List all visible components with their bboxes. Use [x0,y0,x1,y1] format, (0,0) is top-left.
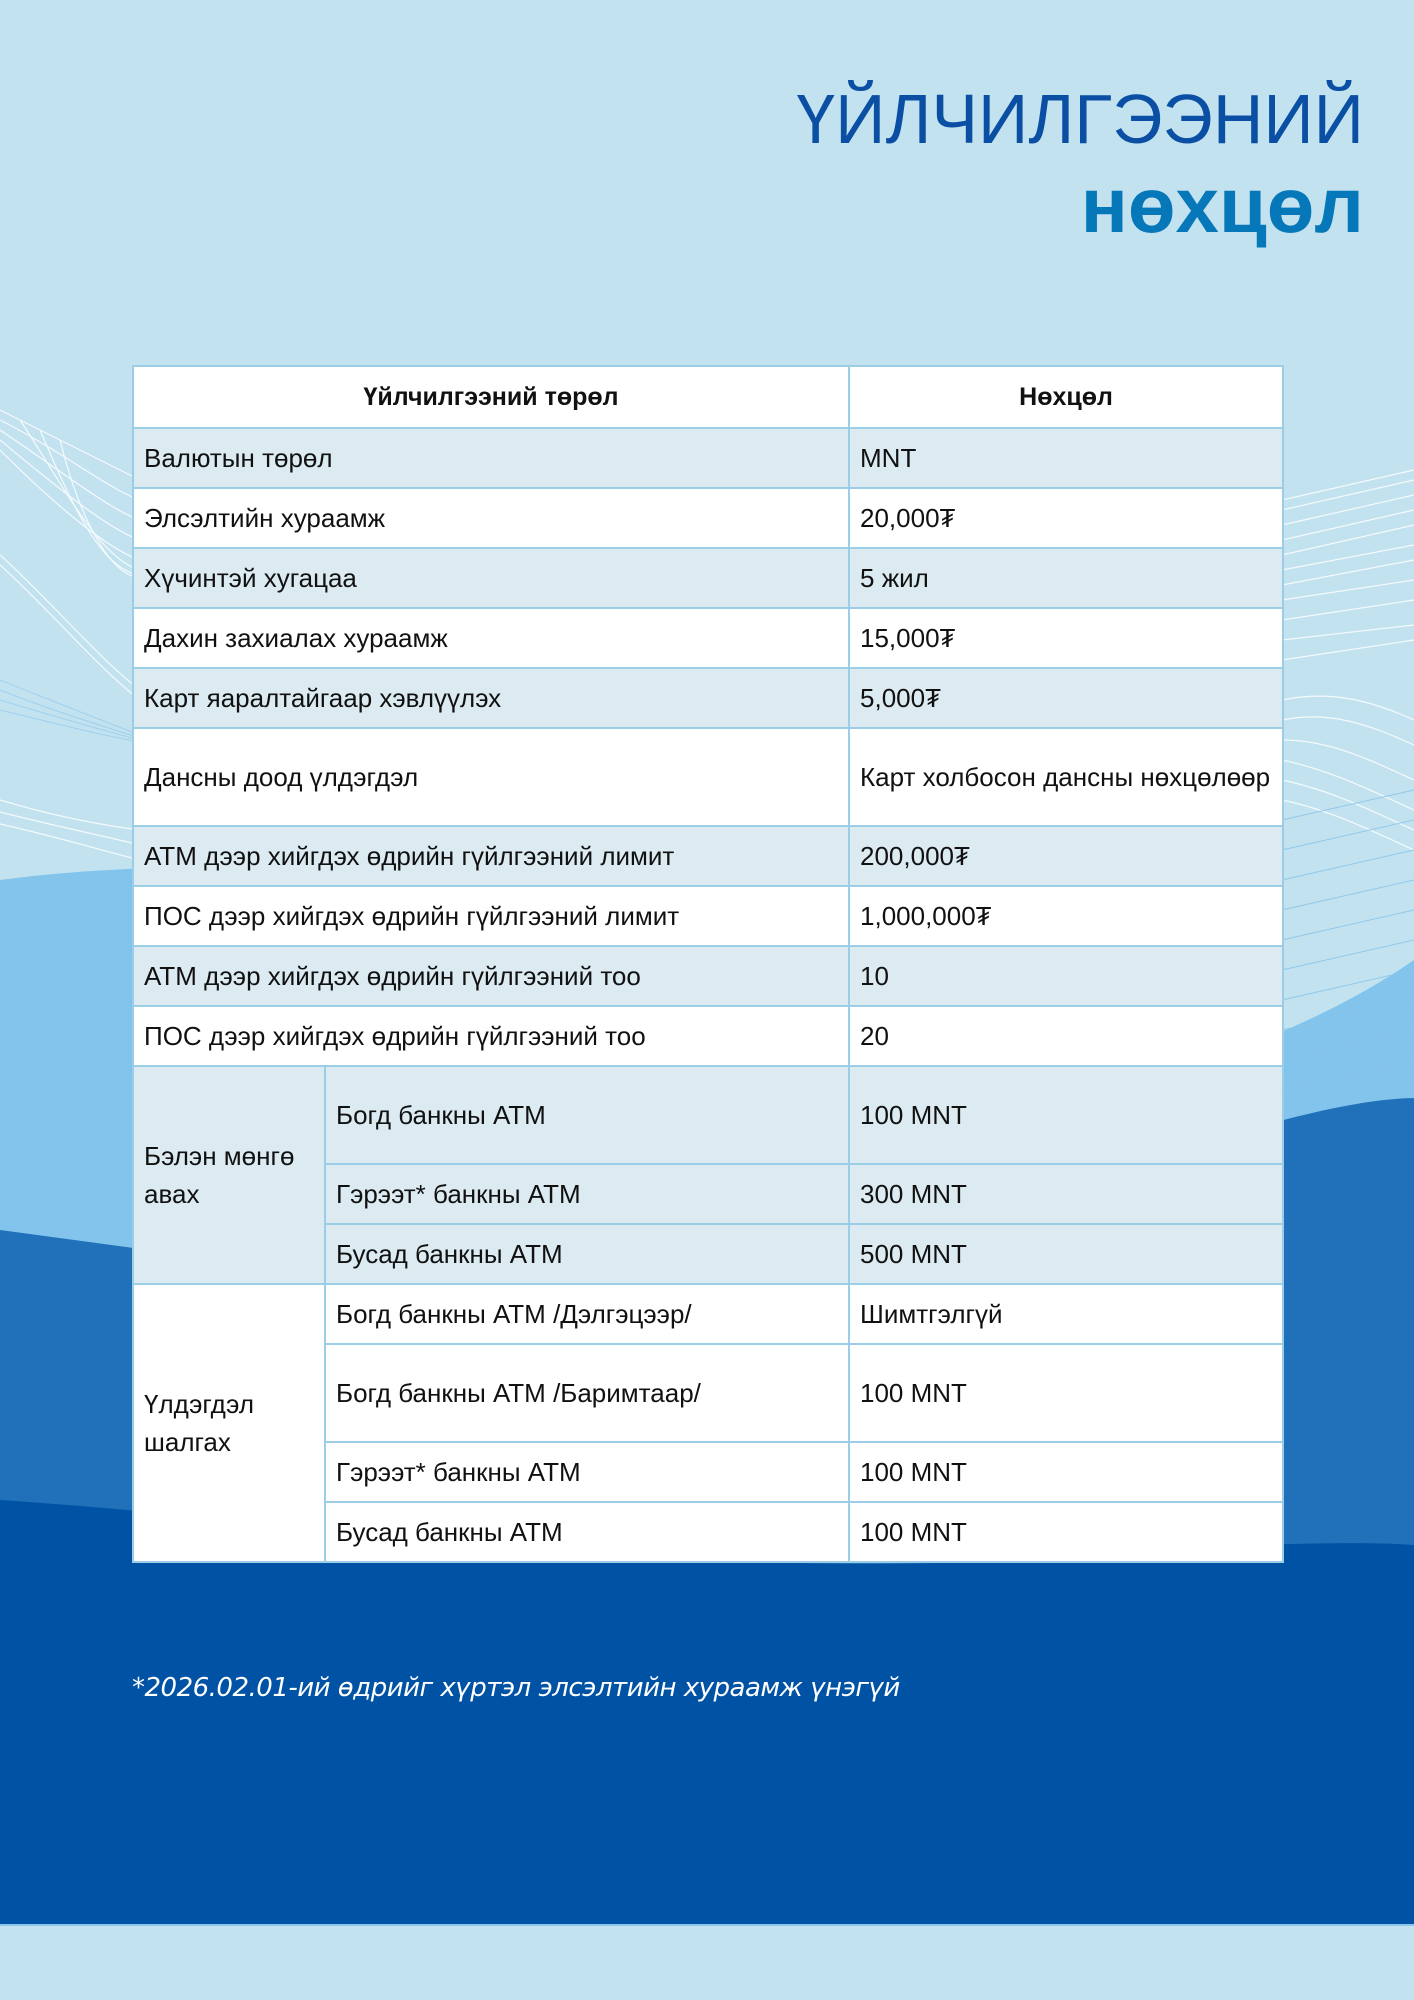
row-label: Валютын төрөл [133,428,849,488]
sub-row-label: Богд банкны АТМ [325,1066,849,1164]
table-row [133,886,1283,946]
row-value: 1,000,000₮ [849,886,1283,946]
title-line-1: ҮЙЛЧИЛГЭЭНИЙ [796,80,1364,158]
table-header-row [133,366,1283,428]
row-label: ПОС дээр хийгдэх өдрийн гүйлгээний лимит [133,886,849,946]
header-service-type: Үйлчилгээний төрөл [133,366,849,428]
service-terms-table [132,365,1284,1563]
sub-row-label: Гэрээт* банкны АТМ [325,1164,849,1224]
row-value: Карт холбосон дансны нөхцөлөөр [849,728,1283,826]
row-value: 10 [849,946,1283,1006]
table-row [133,608,1283,668]
sub-row-label: Бусад банкны АТМ [325,1502,849,1562]
sub-row-label: Бусад банкны АТМ [325,1224,849,1284]
row-label: Элсэлтийн хураамж [133,488,849,548]
page-title [796,78,1364,250]
sub-row-label: Богд банкны АТМ /Баримтаар/ [325,1344,849,1442]
row-value: 20 [849,1006,1283,1066]
row-value: MNT [849,428,1283,488]
table-row [133,826,1283,886]
row-value: 15,000₮ [849,608,1283,668]
footnote: *2026.02.01-ий өдрийг хүртэл элсэлтийн хураамж үнэгүй [132,1673,900,1703]
sub-row-label: Гэрээт* банкны АТМ [325,1442,849,1502]
table-row [133,548,1283,608]
row-label: АТМ дээр хийгдэх өдрийн гүйлгээний тоо [133,946,849,1006]
row-label: Хүчинтэй хугацаа [133,548,849,608]
table-row [133,1284,1283,1344]
row-value: 20,000₮ [849,488,1283,548]
sub-row-value: 100 MNT [849,1502,1283,1562]
sub-row-value: 300 MNT [849,1164,1283,1224]
group-label-cash-withdrawal: Бэлэн мөнгө авах [133,1066,325,1284]
wave-dark [0,1500,1414,1925]
table-row [133,428,1283,488]
sub-row-value: 500 MNT [849,1224,1283,1284]
table-row [133,1006,1283,1066]
row-value: 5,000₮ [849,668,1283,728]
row-label: Дансны доод үлдэгдэл [133,728,849,826]
title-line-2: нөхцөл [1080,161,1364,249]
row-label: Карт яаралтайгаар хэвлүүлэх [133,668,849,728]
table-row [133,728,1283,826]
group-label-balance-check: Үлдэгдэл шалгах [133,1284,325,1562]
row-label: ПОС дээр хийгдэх өдрийн гүйлгээний тоо [133,1006,849,1066]
table-row [133,488,1283,548]
table-row [133,1066,1283,1164]
table-row [133,668,1283,728]
table-row [133,946,1283,1006]
sub-row-value: 100 MNT [849,1066,1283,1164]
row-value: 5 жил [849,548,1283,608]
header-condition: Нөхцөл [849,366,1283,428]
sub-row-label: Богд банкны АТМ /Дэлгэцээр/ [325,1284,849,1344]
row-label: АТМ дээр хийгдэх өдрийн гүйлгээний лимит [133,826,849,886]
sub-row-value: Шимтгэлгүй [849,1284,1283,1344]
row-value: 200,000₮ [849,826,1283,886]
sub-row-value: 100 MNT [849,1344,1283,1442]
sub-row-value: 100 MNT [849,1442,1283,1502]
row-label: Дахин захиалах хураамж [133,608,849,668]
